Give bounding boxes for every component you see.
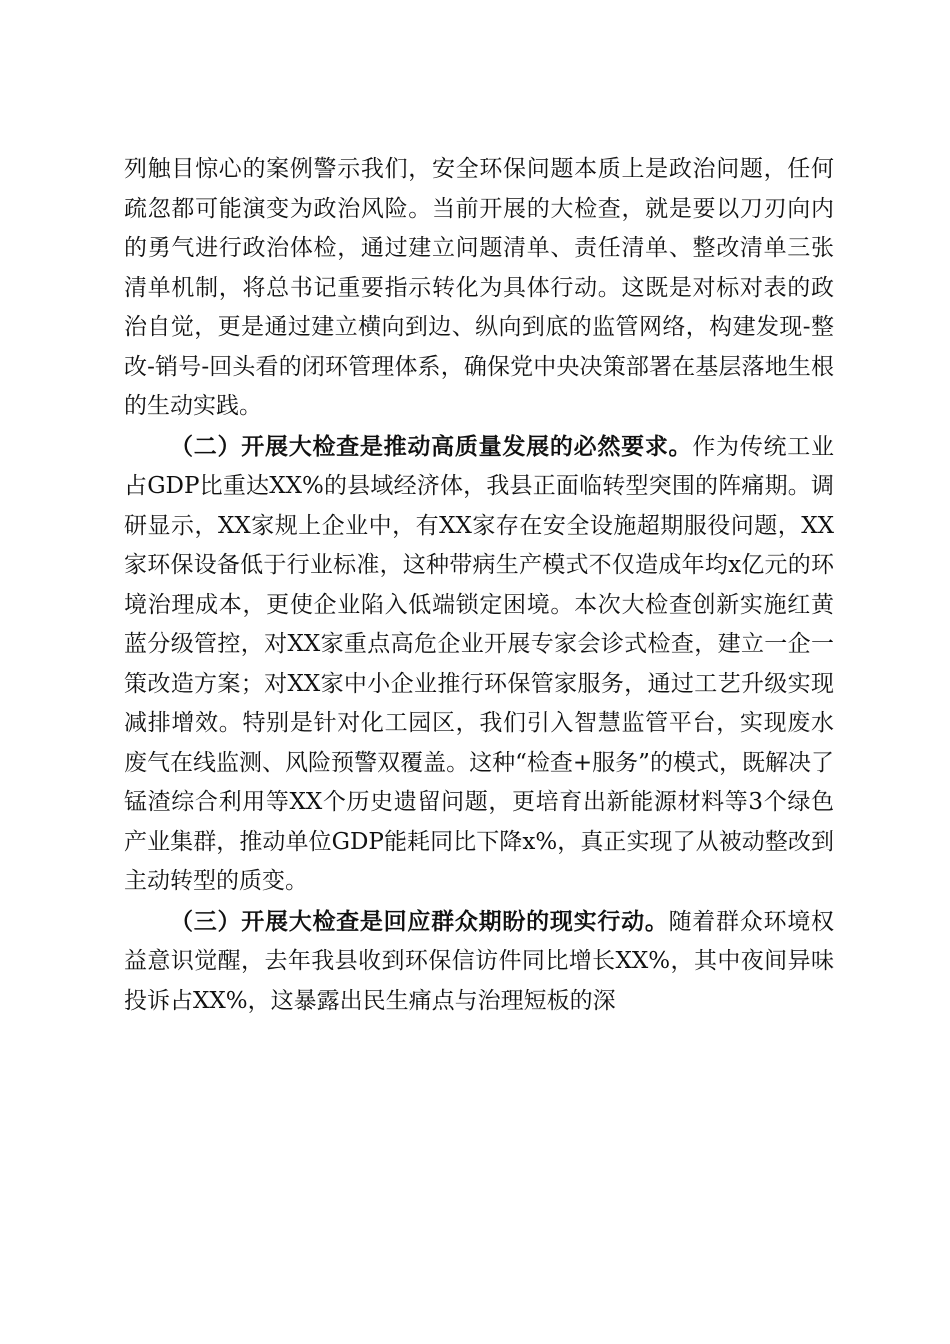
paragraph-3-text: 随着群众环境权益意识觉醒，去年我县收到环保信访件同比增长XX%，其中夜间异味投诉占XX%，这暴露出民生痛点与治理短板的深 bbox=[124, 908, 835, 1014]
paragraph-1-text: 列触目惊心的案例警示我们，安全环保问题本质上是政治问题，任何疏忽都可能演变为政治风险。当前开展的大检查，就是要以刀刃向内的勇气进行政治体检，通过建立问题清单、责任清单、整改清单三张清单机制，将总书记重要指示转化为具体行动。这既是对标对表的政治自觉，更是通过建立横向到边、纵向到底的监管网络，构建发现-整改-销号-回头看的闭环管理体系，确保党中央决策部署在基层落地生根的生动实践。 bbox=[124, 156, 834, 419]
paragraph-2 bbox=[124, 427, 834, 902]
paragraph-2-heading: （二）开展大检查是推动高质量发展的必然要求。 bbox=[170, 432, 693, 460]
paragraph-1 bbox=[124, 150, 834, 427]
paragraph-2-text: 作为传统工业占GDP比重达XX%的县域经济体，我县正面临转型突围的阵痛期。调研显示，XX家规上企业中，有XX家存在安全设施超期服役问题，XX家环保设备低于行业标准，这种带病生产模式不仅造成年均x亿元的环境治理成本，更使企业陷入低端锁定困境。本次大检查创新实施红黄蓝分级管控，对XX家重点高危企业开展专家会诊式检查，建立一企一策改造方案；对XX家中小企业推行环保管家服务，通过工艺升级实现减排增效。特别是针对化工园区，我们引入智慧监管平台，实现废水废气在线监测、风险预警双覆盖。这种“检查+服务”的模式，既解决了锰渣综合利用等XX个历史遗留问题，更培育出新能源材料等3个绿色产业集群，推动单位GDP能耗同比下降x%，真正实现了从被动整改到主动转型的质变。 bbox=[124, 433, 835, 894]
paragraph-3 bbox=[124, 902, 834, 1022]
document-body bbox=[124, 150, 834, 1021]
paragraph-3-heading: （三）开展大检查是回应群众期盼的现实行动。 bbox=[170, 907, 669, 935]
